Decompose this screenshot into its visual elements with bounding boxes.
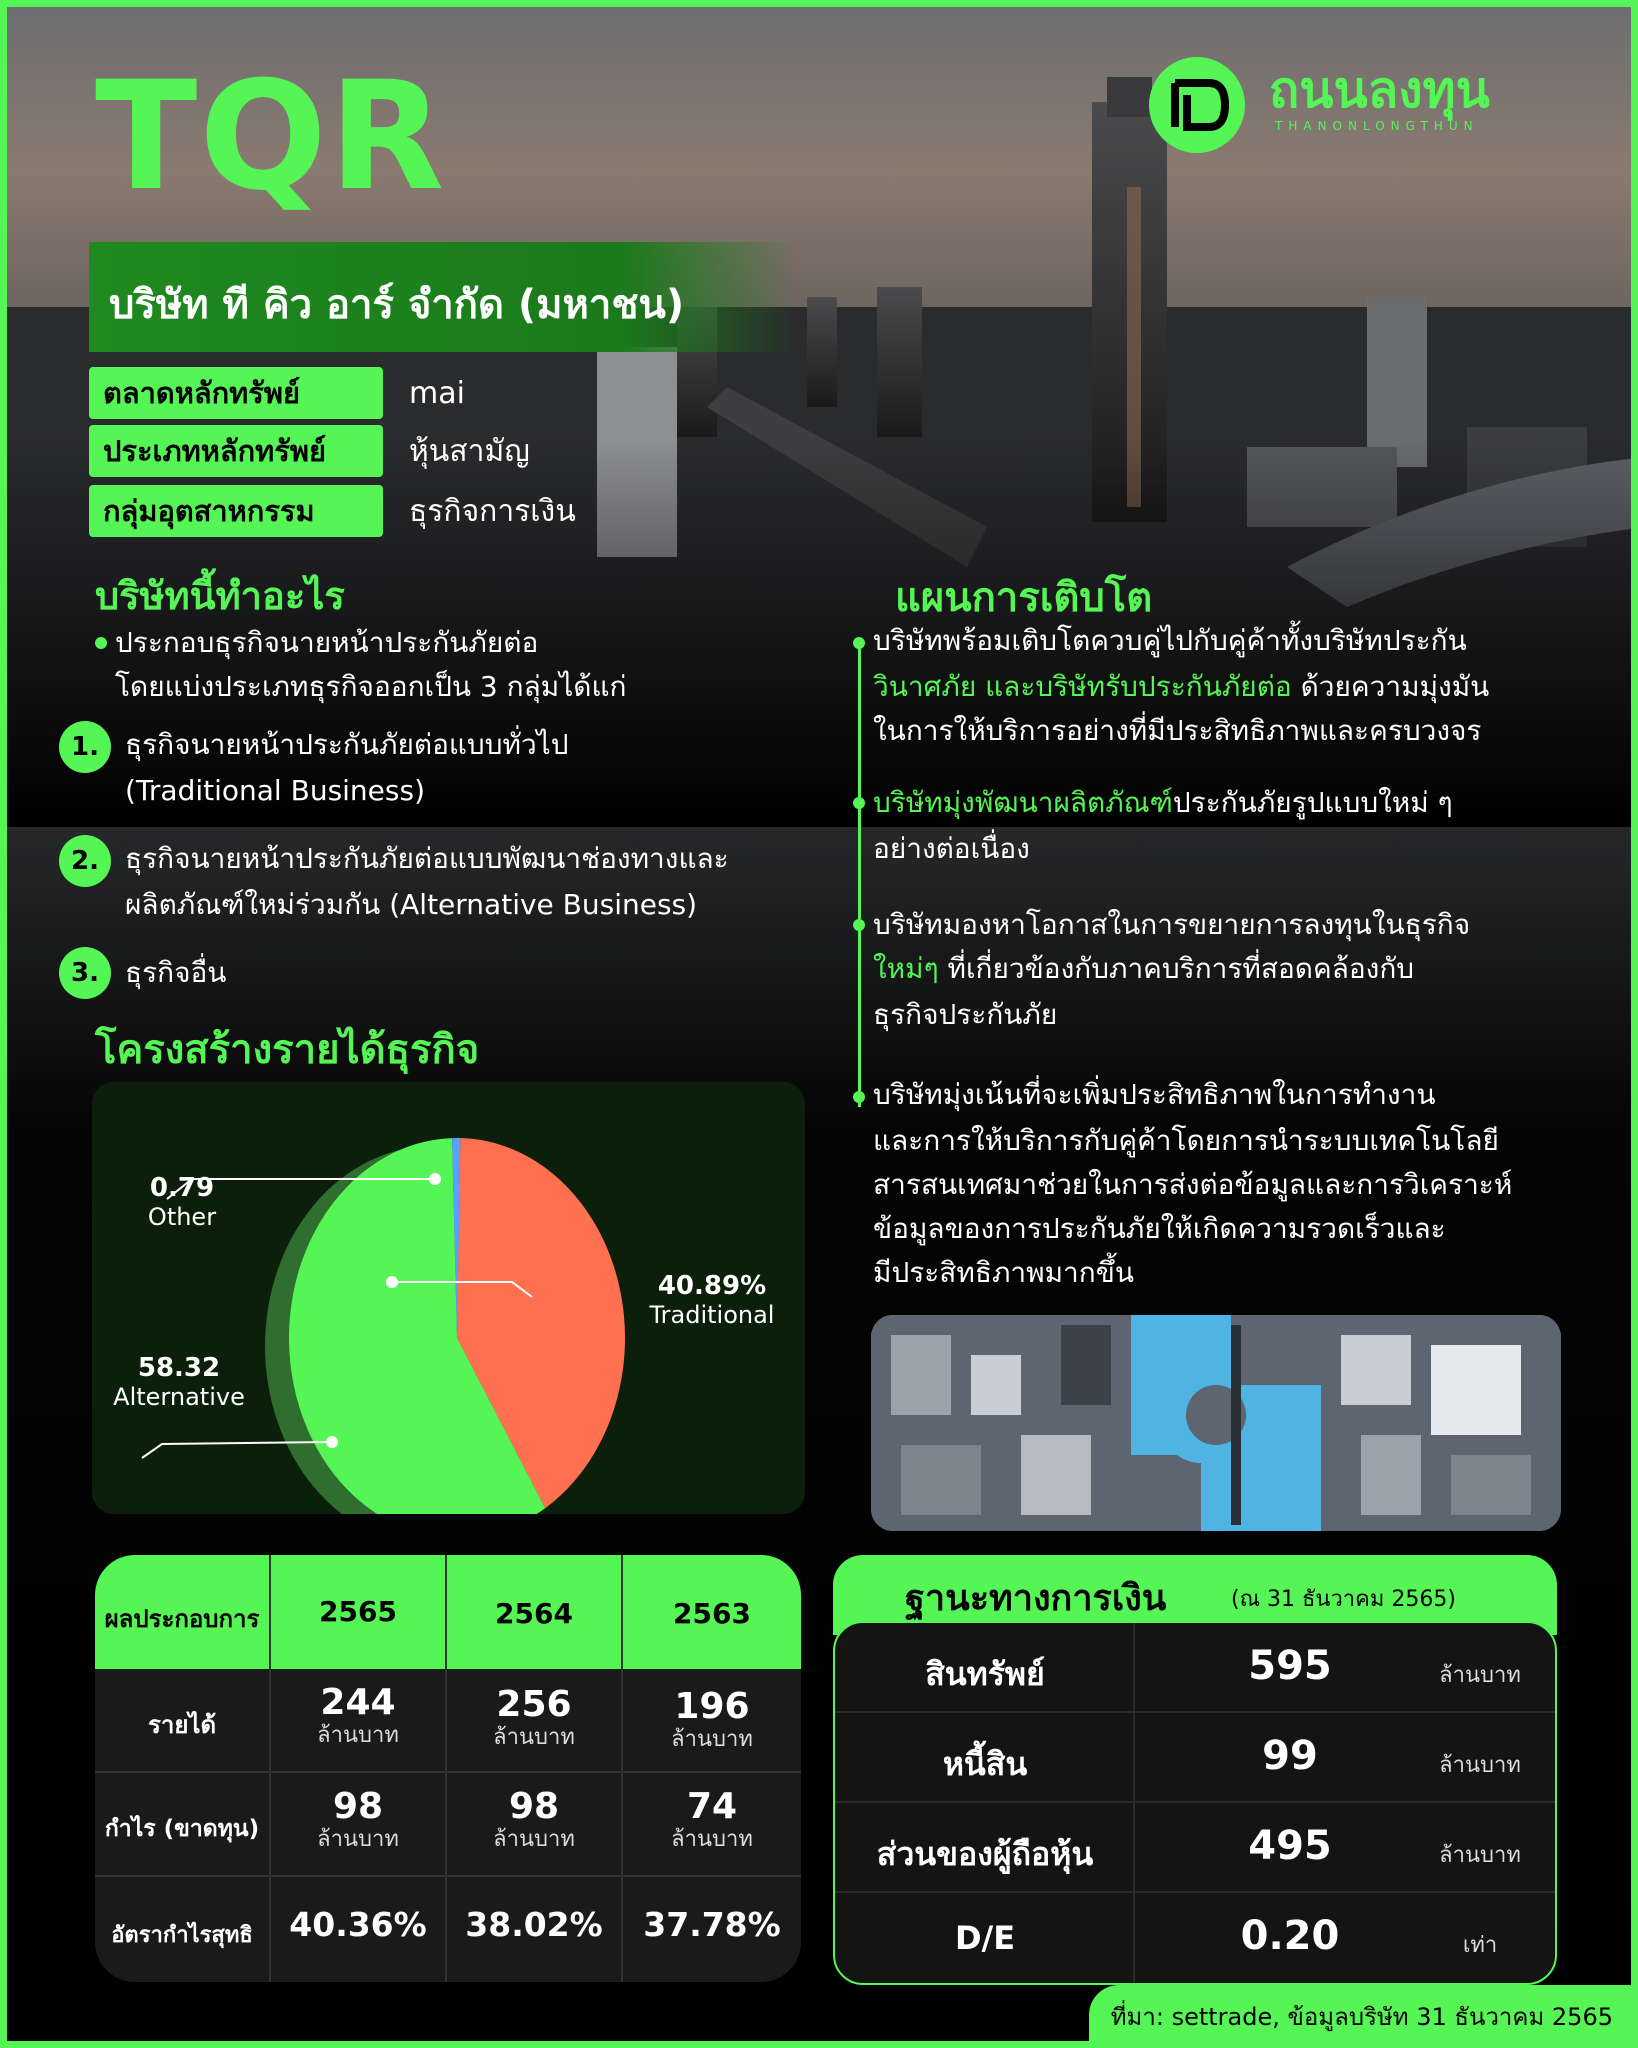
financial-position-table: [833, 1555, 1557, 1985]
leader-traditional-dot: [386, 1276, 398, 1288]
table-cell: 40.36%: [289, 1905, 427, 1944]
bullet-dot: [95, 637, 107, 649]
traditional-value: 40.89%: [657, 1271, 767, 1301]
info-label: กลุ่มอุตสาหกรรม: [89, 485, 383, 537]
info-row-type: [89, 425, 530, 477]
leader-alternative-dot: [326, 1436, 338, 1448]
business-item-1-en: (Traditional Business): [125, 774, 426, 807]
business-item-2-en: ผลิตภัณฑ์ใหม่ร่วมกัน (Alternative Business): [125, 888, 698, 921]
financial-row: ส่วนของผู้ถือหุ้น 495 ล้านบาท: [835, 1803, 1555, 1893]
item-number: 1.: [59, 721, 111, 773]
year-header: 2564: [495, 1597, 573, 1630]
traditional-name: Traditional: [649, 1301, 775, 1329]
timeline-dot: [853, 919, 865, 931]
financial-body: [833, 1621, 1557, 1985]
table-cell: 98 ล้านบาท: [317, 1786, 399, 1852]
growth-4-line4: ข้อมูลของการประกันภัยให้เกิดความรวดเร็วและ: [873, 1212, 1446, 1245]
brand-name: ถนนลงทุน: [1269, 61, 1490, 119]
source-note: ที่มา: settrade, ข้อมูลบริษัท 31 ธันวาคม 2565: [1089, 1985, 1631, 2041]
table-cell: 38.02%: [465, 1905, 603, 1944]
info-value: mai: [409, 375, 465, 411]
leader-other-dot: [429, 1173, 441, 1185]
label-other: [112, 1173, 252, 1231]
info-label: ประเภทหลักทรัพย์: [89, 425, 383, 477]
growth-4-line2: และการให้บริการกับคู่ค้าโดยการนำระบบเทคโนโลยี: [873, 1124, 1499, 1157]
row-label: กำไร (ขาดทุน): [104, 1816, 260, 1842]
growth-1-line1: บริษัทพร้อมเติบโตควบคู่ไปกับคู่ค้าทั้งบริษัทประกัน: [873, 624, 1467, 657]
growth-2-highlight: บริษัทมุ่งพัฒนาผลิตภัณฑ์: [873, 786, 1173, 819]
row-label: รายได้: [147, 1711, 217, 1739]
table-cell: 196 ล้านบาท: [671, 1686, 753, 1752]
alternative-value: 58.32: [137, 1353, 221, 1383]
growth-1-highlight: วินาศภัย และบริษัทรับประกันภัยต่อ: [873, 670, 1292, 703]
ticker-title: TQR: [95, 50, 447, 224]
timeline-dot: [853, 797, 865, 809]
timeline-dot: [853, 1091, 865, 1103]
business-item-1: ธุรกิจนายหน้าประกันภัยต่อแบบทั่วไป: [125, 728, 569, 761]
growth-4-line3: สารสนเทศมาช่วยในการส่งต่อข้อมูลและการวิเคราะห์: [873, 1168, 1513, 1201]
info-value: ธุรกิจการเงิน: [409, 493, 576, 529]
table-cell: 244 ล้านบาท: [317, 1682, 399, 1748]
financial-row: D/E 0.20 เท่า: [954, 1913, 1498, 1959]
growth-1-text: ด้วยความมุ่งมัน: [1291, 670, 1490, 703]
growth-3-line3: ธุรกิจประกันภัย: [873, 998, 1058, 1031]
table-cell: 98 ล้านบาท: [493, 1786, 575, 1852]
growth-4-line1: บริษัทมุ่งเน้นที่จะเพิ่มประสิทธิภาพในการทำงาน: [873, 1078, 1436, 1111]
growth-2-text: ประกันภัยรูปแบบใหม่ ๆ: [1172, 786, 1453, 819]
financial-row: สินทรัพย์ 595 ล้านบาท: [835, 1623, 1555, 1713]
alternative-name: Alternative: [113, 1383, 245, 1411]
info-row-industry: [89, 485, 576, 537]
info-value: หุ้นสามัญ: [409, 433, 530, 469]
brand-subtitle: THANONLONGTHUN: [1275, 119, 1479, 133]
business-item-2: ธุรกิจนายหน้าประกันภัยต่อแบบพัฒนาช่องทางและ: [125, 842, 729, 875]
growth-title: แผนการเติบโต: [895, 575, 1153, 621]
other-name: Other: [147, 1203, 217, 1231]
row-label: อัตรากำไรสุทธิ: [111, 1923, 253, 1948]
performance-table: [95, 1555, 801, 1982]
growth-3-highlight: ใหม่ๆ: [873, 952, 939, 985]
financial-title: ฐานะทางการเงิน: [905, 1578, 1167, 1619]
growth-3-line1: บริษัทมองหาโอกาสในการขยายการลงทุนในธุรกิจ: [873, 908, 1471, 941]
about-intro-1: ประกอบธุรกิจนายหน้าประกันภัยต่อ: [115, 626, 539, 659]
growth-2-line2: อย่างต่อเนื่อง: [873, 832, 1030, 865]
item-number: 3.: [59, 947, 111, 999]
label-alternative: [99, 1353, 259, 1411]
header-label: ผลประกอบการ: [104, 1605, 260, 1633]
business-item-3: ธุรกิจอื่น: [125, 956, 227, 989]
label-traditional: [627, 1271, 797, 1329]
brand-logo-icon: [1147, 55, 1247, 155]
puzzle-city-image: [871, 1315, 1561, 1531]
about-intro-2: โดยแบ่งประเภทธุรกิจออกเป็น 3 กลุ่มได้แก่: [115, 670, 627, 703]
table-cell: 37.78%: [643, 1905, 781, 1944]
year-header: 2563: [673, 1597, 751, 1630]
about-title: บริษัทนี้ทำอะไร: [95, 574, 345, 618]
growth-3-text: ที่เกี่ยวข้องกับภาคบริการที่สอดคล้องกับ: [938, 952, 1415, 985]
year-header: 2565: [319, 1595, 397, 1628]
table-cell: 74 ล้านบาท: [671, 1786, 753, 1852]
table-cell: 256 ล้านบาท: [493, 1684, 575, 1750]
timeline-dot: [853, 637, 865, 649]
growth-timeline-line: [858, 639, 861, 1107]
item-number: 2.: [59, 835, 111, 887]
info-row-market: [89, 367, 465, 419]
other-value: 0.79: [149, 1173, 215, 1203]
financial-row: หนี้สิน 99 ล้านบาท: [835, 1713, 1555, 1803]
company-name: บริษัท ที คิว อาร์ จำกัด (มหาชน): [89, 242, 799, 352]
growth-4-line5: มีประสิทธิภาพมากขึ้น: [873, 1256, 1134, 1289]
growth-1-line3: ในการให้บริการอย่างที่มีประสิทธิภาพและครบวงจร: [873, 714, 1482, 747]
info-label: ตลาดหลักทรัพย์: [89, 367, 383, 419]
financial-date: (ณ 31 ธันวาคม 2565): [1231, 1587, 1456, 1612]
revenue-title: โครงสร้างรายได้ธุรกิจ: [95, 1027, 480, 1073]
